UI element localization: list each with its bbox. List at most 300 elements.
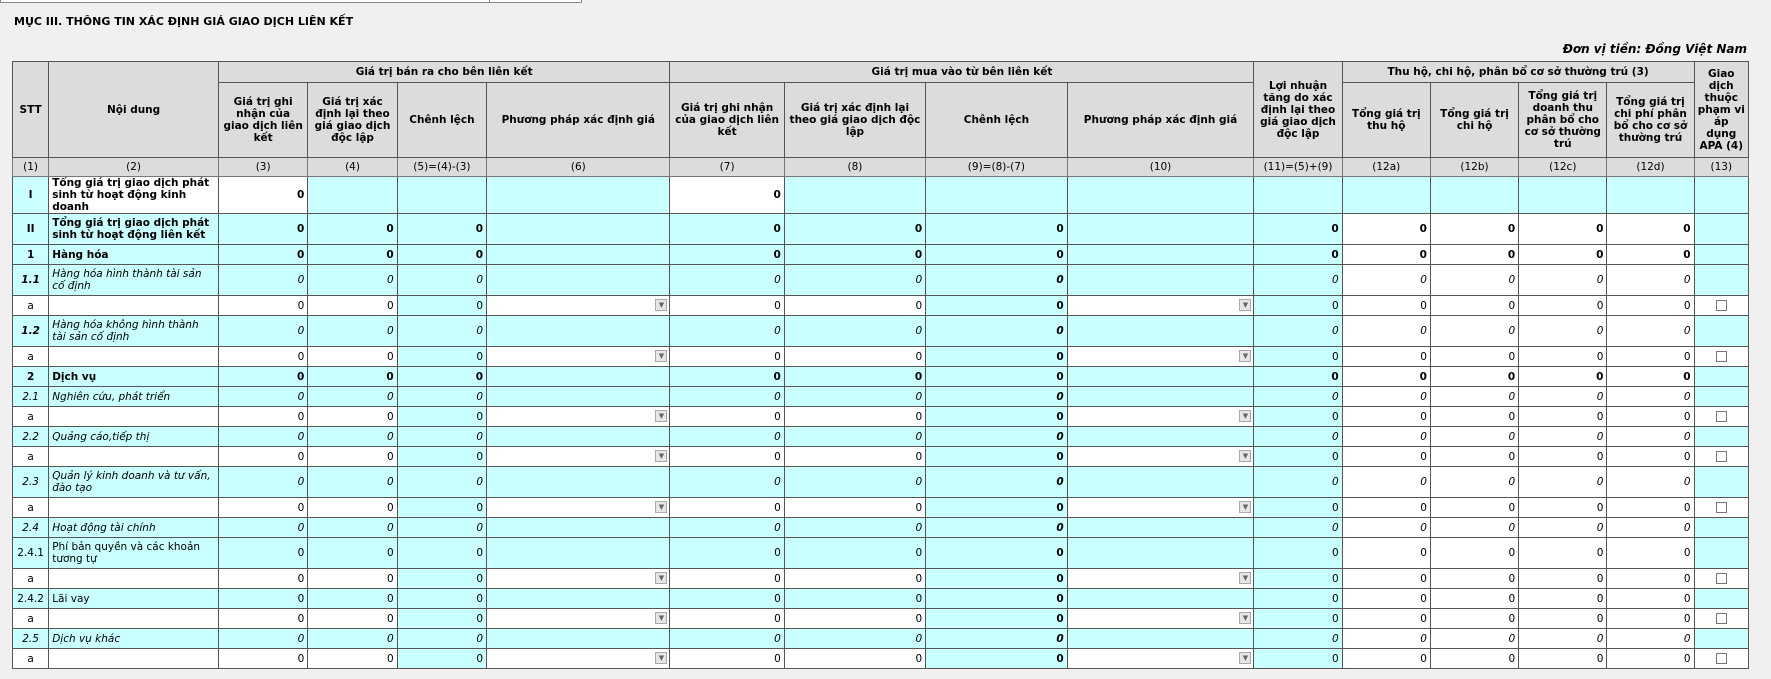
section-title: MỤC III. THÔNG TIN XÁC ĐỊNH GIÁ GIAO DỊCH LIÊN KẾT bbox=[14, 15, 354, 28]
empty-cell bbox=[308, 177, 397, 214]
header-c8: Giá trị xác định lại theo giá giao dịch độc lập bbox=[784, 83, 925, 158]
empty-cell bbox=[1694, 245, 1748, 265]
value-cell[interactable]: 0 bbox=[670, 609, 784, 629]
col-number: (1) bbox=[13, 158, 49, 177]
row-label: Tổng giá trị giao dịch phát sinh từ hoạt động kinh doanh bbox=[49, 177, 219, 214]
value-cell[interactable]: 0 bbox=[784, 407, 925, 427]
pricing-method-select[interactable] bbox=[1067, 347, 1254, 367]
row-stt: a bbox=[13, 609, 49, 629]
value-cell: 0 bbox=[784, 265, 925, 296]
chevron-down-icon[interactable]: ▼ bbox=[655, 350, 667, 362]
chevron-down-icon[interactable]: ▼ bbox=[655, 410, 667, 422]
value-cell[interactable]: 0 bbox=[308, 498, 397, 518]
value-cell[interactable]: 0 bbox=[1519, 214, 1607, 245]
empty-cell bbox=[487, 265, 670, 296]
value-cell[interactable]: 0 bbox=[1342, 245, 1430, 265]
empty-cell bbox=[1607, 177, 1694, 214]
empty-cell bbox=[487, 589, 670, 609]
empty-cell bbox=[1254, 177, 1342, 214]
value-cell[interactable]: 0 bbox=[670, 177, 784, 214]
row-label: Quảng cáo,tiếp thị bbox=[49, 427, 219, 447]
value-cell[interactable]: 0 bbox=[1342, 427, 1430, 447]
top-toolbar-edge bbox=[0, 0, 582, 3]
empty-cell bbox=[487, 367, 670, 387]
value-cell[interactable]: 0 bbox=[1519, 589, 1607, 609]
value-cell[interactable]: 0 bbox=[218, 649, 307, 669]
pricing-method-select[interactable] bbox=[487, 347, 670, 367]
value-cell: 0 bbox=[926, 518, 1067, 538]
value-cell[interactable]: 0 bbox=[1607, 649, 1694, 669]
value-cell[interactable]: 0 bbox=[784, 498, 925, 518]
value-cell[interactable]: 0 bbox=[1342, 467, 1430, 498]
chevron-down-icon[interactable]: ▼ bbox=[1239, 501, 1251, 513]
header-loi-nhuan: Lợi nhuận tăng do xác định lại theo giá giao dịch độc lập bbox=[1254, 62, 1342, 158]
apa-checkbox[interactable] bbox=[1716, 300, 1727, 311]
value-cell[interactable]: 0 bbox=[670, 498, 784, 518]
value-cell: 0 bbox=[670, 316, 784, 347]
value-cell: 0 bbox=[218, 367, 307, 387]
value-cell[interactable]: 0 bbox=[1519, 629, 1607, 649]
empty-cell bbox=[487, 427, 670, 447]
value-cell[interactable]: 0 bbox=[1519, 245, 1607, 265]
value-cell[interactable]: 0 bbox=[1342, 498, 1430, 518]
pricing-method-select[interactable] bbox=[487, 649, 670, 669]
value-cell[interactable]: 0 bbox=[1430, 447, 1518, 467]
pricing-method-select[interactable] bbox=[487, 609, 670, 629]
empty-cell bbox=[1067, 518, 1254, 538]
value-cell: 0 bbox=[1254, 589, 1342, 609]
value-cell[interactable]: 0 bbox=[1607, 609, 1694, 629]
value-cell[interactable]: 0 bbox=[1519, 427, 1607, 447]
value-cell: 0 bbox=[926, 245, 1067, 265]
value-cell: 0 bbox=[1254, 518, 1342, 538]
value-cell[interactable]: 0 bbox=[1519, 447, 1607, 467]
apa-cell bbox=[1694, 609, 1748, 629]
value-cell[interactable]: 0 bbox=[1519, 367, 1607, 387]
header-c9: Chênh lệch bbox=[926, 83, 1067, 158]
value-cell: 0 bbox=[926, 609, 1067, 629]
empty-cell bbox=[1694, 427, 1748, 447]
value-cell[interactable]: 0 bbox=[1607, 447, 1694, 467]
header-group-thu-ho: Thu hộ, chi hộ, phân bổ cơ sở thường trú (3) bbox=[1342, 62, 1694, 83]
col-number: (7) bbox=[670, 158, 784, 177]
value-cell[interactable]: 0 bbox=[1430, 296, 1518, 316]
value-cell: 0 bbox=[1254, 538, 1342, 569]
value-cell[interactable]: 0 bbox=[1430, 367, 1518, 387]
value-cell[interactable]: 0 bbox=[218, 569, 307, 589]
chevron-down-icon[interactable]: ▼ bbox=[655, 652, 667, 664]
pricing-method-select[interactable] bbox=[1067, 447, 1254, 467]
value-cell[interactable]: 0 bbox=[1430, 518, 1518, 538]
value-cell: 0 bbox=[308, 467, 397, 498]
empty-cell bbox=[1694, 367, 1748, 387]
value-cell[interactable]: 0 bbox=[670, 649, 784, 669]
value-cell: 0 bbox=[308, 538, 397, 569]
value-cell: 0 bbox=[308, 589, 397, 609]
value-cell: 0 bbox=[670, 245, 784, 265]
value-cell[interactable]: 0 bbox=[1342, 316, 1430, 347]
value-cell: 0 bbox=[308, 265, 397, 296]
col-number: (9)=(8)-(7) bbox=[926, 158, 1067, 177]
value-cell[interactable]: 0 bbox=[1607, 407, 1694, 427]
value-cell[interactable]: 0 bbox=[1342, 214, 1430, 245]
value-cell: 0 bbox=[1254, 245, 1342, 265]
header-c12d: Tổng giá trị chi phí phân bổ cho cơ sở thường trú bbox=[1607, 83, 1694, 158]
col-number: (11)=(5)+(9) bbox=[1254, 158, 1342, 177]
row-stt: a bbox=[13, 498, 49, 518]
pricing-method-select[interactable] bbox=[1067, 296, 1254, 316]
value-cell[interactable]: 0 bbox=[1430, 609, 1518, 629]
value-cell: 0 bbox=[926, 629, 1067, 649]
value-cell: 0 bbox=[218, 427, 307, 447]
chevron-down-icon[interactable]: ▼ bbox=[655, 450, 667, 462]
value-cell: 0 bbox=[670, 387, 784, 407]
value-cell[interactable]: 0 bbox=[1430, 245, 1518, 265]
empty-cell bbox=[1694, 387, 1748, 407]
empty-cell bbox=[1694, 467, 1748, 498]
chevron-down-icon[interactable]: ▼ bbox=[1239, 410, 1251, 422]
value-cell[interactable]: 0 bbox=[308, 569, 397, 589]
value-cell: 0 bbox=[397, 629, 486, 649]
value-cell[interactable]: 0 bbox=[1607, 538, 1694, 569]
value-cell: 0 bbox=[1254, 347, 1342, 367]
value-cell[interactable]: 0 bbox=[670, 447, 784, 467]
value-cell: 0 bbox=[784, 518, 925, 538]
value-cell[interactable]: 0 bbox=[784, 296, 925, 316]
header-c4: Giá trị xác định lại theo giá giao dịch độc lập bbox=[308, 83, 397, 158]
value-cell[interactable]: 0 bbox=[784, 347, 925, 367]
value-cell: 0 bbox=[1254, 498, 1342, 518]
value-cell: 0 bbox=[1254, 296, 1342, 316]
value-cell[interactable]: 0 bbox=[1519, 498, 1607, 518]
row-stt: 2.4 bbox=[13, 518, 49, 538]
value-cell: 0 bbox=[397, 649, 486, 669]
value-cell[interactable]: 0 bbox=[1519, 316, 1607, 347]
pricing-method-select[interactable] bbox=[487, 296, 670, 316]
value-cell: 0 bbox=[784, 467, 925, 498]
value-cell[interactable]: 0 bbox=[1342, 367, 1430, 387]
value-cell: 0 bbox=[670, 538, 784, 569]
empty-cell bbox=[1694, 214, 1748, 245]
value-cell: 0 bbox=[1254, 387, 1342, 407]
row-label[interactable] bbox=[49, 447, 219, 467]
value-cell: 0 bbox=[397, 538, 486, 569]
col-number: (5)=(4)-(3) bbox=[397, 158, 486, 177]
empty-cell bbox=[1694, 518, 1748, 538]
value-cell[interactable]: 0 bbox=[1342, 609, 1430, 629]
value-cell[interactable]: 0 bbox=[1342, 447, 1430, 467]
value-cell[interactable]: 0 bbox=[1607, 427, 1694, 447]
row-stt: 2.2 bbox=[13, 427, 49, 447]
value-cell[interactable]: 0 bbox=[1519, 467, 1607, 498]
value-cell[interactable]: 0 bbox=[1519, 569, 1607, 589]
value-cell[interactable]: 0 bbox=[308, 609, 397, 629]
chevron-down-icon[interactable]: ▼ bbox=[655, 572, 667, 584]
value-cell[interactable]: 0 bbox=[218, 347, 307, 367]
value-cell[interactable]: 0 bbox=[784, 447, 925, 467]
chevron-down-icon[interactable]: ▼ bbox=[1239, 572, 1251, 584]
value-cell[interactable]: 0 bbox=[308, 407, 397, 427]
value-cell[interactable]: 0 bbox=[1607, 467, 1694, 498]
value-cell[interactable]: 0 bbox=[1607, 367, 1694, 387]
value-cell: 0 bbox=[218, 518, 307, 538]
value-cell[interactable]: 0 bbox=[1342, 387, 1430, 407]
empty-cell bbox=[1067, 367, 1254, 387]
row-label: Dịch vụ khác bbox=[49, 629, 219, 649]
value-cell: 0 bbox=[784, 387, 925, 407]
pricing-method-select[interactable] bbox=[1067, 609, 1254, 629]
empty-cell bbox=[487, 245, 670, 265]
chevron-down-icon[interactable]: ▼ bbox=[1239, 350, 1251, 362]
empty-cell bbox=[487, 518, 670, 538]
value-cell: 0 bbox=[397, 367, 486, 387]
pricing-method-select[interactable] bbox=[487, 569, 670, 589]
value-cell[interactable]: 0 bbox=[670, 407, 784, 427]
chevron-down-icon[interactable]: ▼ bbox=[655, 612, 667, 624]
value-cell[interactable]: 0 bbox=[784, 609, 925, 629]
col-number: (3) bbox=[218, 158, 307, 177]
apa-checkbox[interactable] bbox=[1716, 351, 1727, 362]
value-cell[interactable]: 0 bbox=[1342, 649, 1430, 669]
value-cell: 0 bbox=[1254, 265, 1342, 296]
value-cell[interactable]: 0 bbox=[1430, 629, 1518, 649]
row-label: Phí bản quyền và các khoản tương tự bbox=[49, 538, 219, 569]
pricing-method-select[interactable] bbox=[487, 407, 670, 427]
value-cell: 0 bbox=[308, 629, 397, 649]
value-cell: 0 bbox=[308, 427, 397, 447]
value-cell[interactable]: 0 bbox=[308, 296, 397, 316]
empty-cell bbox=[487, 387, 670, 407]
value-cell[interactable]: 0 bbox=[308, 447, 397, 467]
row-stt: a bbox=[13, 296, 49, 316]
value-cell[interactable]: 0 bbox=[1430, 407, 1518, 427]
value-cell[interactable]: 0 bbox=[218, 296, 307, 316]
value-cell[interactable]: 0 bbox=[1342, 629, 1430, 649]
table-row bbox=[13, 447, 1749, 467]
value-cell[interactable]: 0 bbox=[1430, 498, 1518, 518]
chevron-down-icon[interactable]: ▼ bbox=[1239, 450, 1251, 462]
value-cell: 0 bbox=[397, 467, 486, 498]
empty-cell bbox=[1694, 265, 1748, 296]
value-cell: 0 bbox=[1254, 569, 1342, 589]
value-cell[interactable]: 0 bbox=[1607, 518, 1694, 538]
col-number: (4) bbox=[308, 158, 397, 177]
value-cell: 0 bbox=[926, 296, 1067, 316]
apa-checkbox[interactable] bbox=[1716, 653, 1727, 664]
value-cell: 0 bbox=[397, 347, 486, 367]
row-stt: I bbox=[13, 177, 49, 214]
row-stt: 2.4.2 bbox=[13, 589, 49, 609]
value-cell[interactable]: 0 bbox=[1519, 518, 1607, 538]
value-cell[interactable]: 0 bbox=[670, 569, 784, 589]
row-label: Nghiên cứu, phát triển bbox=[49, 387, 219, 407]
value-cell[interactable]: 0 bbox=[1607, 347, 1694, 367]
value-cell: 0 bbox=[218, 265, 307, 296]
value-cell: 0 bbox=[1254, 367, 1342, 387]
value-cell[interactable]: 0 bbox=[1342, 347, 1430, 367]
empty-cell bbox=[1067, 467, 1254, 498]
apa-cell bbox=[1694, 649, 1748, 669]
row-label[interactable] bbox=[49, 609, 219, 629]
value-cell[interactable]: 0 bbox=[1519, 265, 1607, 296]
table-row bbox=[13, 498, 1749, 518]
col-number: (8) bbox=[784, 158, 925, 177]
apa-checkbox[interactable] bbox=[1716, 613, 1727, 624]
apa-checkbox[interactable] bbox=[1716, 411, 1727, 422]
value-cell[interactable]: 0 bbox=[1342, 589, 1430, 609]
pricing-method-select[interactable] bbox=[1067, 498, 1254, 518]
value-cell: 0 bbox=[397, 316, 486, 347]
empty-cell bbox=[487, 467, 670, 498]
value-cell[interactable]: 0 bbox=[1519, 296, 1607, 316]
value-cell[interactable]: 0 bbox=[1607, 589, 1694, 609]
empty-cell bbox=[487, 629, 670, 649]
value-cell: 0 bbox=[308, 367, 397, 387]
value-cell[interactable]: 0 bbox=[1607, 316, 1694, 347]
value-cell: 0 bbox=[1254, 467, 1342, 498]
value-cell[interactable]: 0 bbox=[218, 609, 307, 629]
empty-cell bbox=[1067, 316, 1254, 347]
apa-checkbox[interactable] bbox=[1716, 451, 1727, 462]
col-number: (6) bbox=[487, 158, 670, 177]
value-cell[interactable]: 0 bbox=[1519, 387, 1607, 407]
empty-cell bbox=[926, 177, 1067, 214]
empty-cell bbox=[1067, 538, 1254, 569]
chevron-down-icon[interactable]: ▼ bbox=[1239, 299, 1251, 311]
value-cell[interactable]: 0 bbox=[1607, 498, 1694, 518]
apa-checkbox[interactable] bbox=[1716, 502, 1727, 513]
value-cell[interactable]: 0 bbox=[1607, 629, 1694, 649]
value-cell[interactable]: 0 bbox=[1430, 316, 1518, 347]
row-label[interactable] bbox=[49, 296, 219, 316]
value-cell[interactable]: 0 bbox=[1607, 387, 1694, 407]
value-cell[interactable]: 0 bbox=[1430, 427, 1518, 447]
value-cell: 0 bbox=[670, 518, 784, 538]
table-row bbox=[13, 518, 1749, 538]
value-cell[interactable]: 0 bbox=[1430, 347, 1518, 367]
row-label[interactable] bbox=[49, 649, 219, 669]
empty-cell bbox=[397, 177, 486, 214]
header-apa: Giao dịch thuộc phạm vi áp dụng APA (4) bbox=[1694, 62, 1748, 158]
chevron-down-icon[interactable]: ▼ bbox=[1239, 652, 1251, 664]
value-cell[interactable]: 0 bbox=[1430, 649, 1518, 669]
value-cell: 0 bbox=[218, 387, 307, 407]
value-cell[interactable]: 0 bbox=[1519, 407, 1607, 427]
row-label[interactable] bbox=[49, 498, 219, 518]
pricing-method-select[interactable] bbox=[1067, 569, 1254, 589]
header-c12c: Tổng giá trị doanh thu phân bổ cho cơ sở thường trú bbox=[1519, 83, 1607, 158]
value-cell: 0 bbox=[926, 427, 1067, 447]
table-row bbox=[13, 316, 1749, 347]
value-cell: 0 bbox=[308, 387, 397, 407]
value-cell: 0 bbox=[1254, 629, 1342, 649]
value-cell[interactable]: 0 bbox=[1607, 296, 1694, 316]
value-cell: 0 bbox=[926, 589, 1067, 609]
value-cell[interactable]: 0 bbox=[1430, 538, 1518, 569]
value-cell: 0 bbox=[397, 569, 486, 589]
value-cell[interactable]: 0 bbox=[1519, 649, 1607, 669]
value-cell: 0 bbox=[784, 538, 925, 569]
value-cell[interactable]: 0 bbox=[1430, 589, 1518, 609]
value-cell[interactable]: 0 bbox=[1430, 214, 1518, 245]
value-cell: 0 bbox=[397, 387, 486, 407]
value-cell[interactable]: 0 bbox=[218, 177, 307, 214]
row-label[interactable] bbox=[49, 407, 219, 427]
col-number: (12c) bbox=[1519, 158, 1607, 177]
header-noi-dung: Nội dung bbox=[49, 62, 219, 158]
row-label[interactable] bbox=[49, 569, 219, 589]
pricing-method-select[interactable] bbox=[487, 447, 670, 467]
value-cell[interactable]: 0 bbox=[308, 347, 397, 367]
row-stt: a bbox=[13, 649, 49, 669]
chevron-down-icon[interactable]: ▼ bbox=[1239, 612, 1251, 624]
value-cell[interactable]: 0 bbox=[1342, 296, 1430, 316]
value-cell[interactable]: 0 bbox=[1342, 518, 1430, 538]
row-stt: a bbox=[13, 407, 49, 427]
empty-cell bbox=[1694, 589, 1748, 609]
table-row bbox=[13, 407, 1749, 427]
value-cell[interactable]: 0 bbox=[1342, 265, 1430, 296]
value-cell[interactable]: 0 bbox=[1342, 538, 1430, 569]
value-cell: 0 bbox=[784, 367, 925, 387]
row-stt: a bbox=[13, 447, 49, 467]
value-cell[interactable]: 0 bbox=[218, 498, 307, 518]
value-cell: 0 bbox=[670, 265, 784, 296]
value-cell[interactable]: 0 bbox=[1607, 569, 1694, 589]
value-cell[interactable]: 0 bbox=[1519, 347, 1607, 367]
value-cell: 0 bbox=[670, 467, 784, 498]
chevron-down-icon[interactable]: ▼ bbox=[655, 501, 667, 513]
table-row bbox=[13, 245, 1749, 265]
row-stt: 1 bbox=[13, 245, 49, 265]
value-cell[interactable]: 0 bbox=[670, 347, 784, 367]
value-cell[interactable]: 0 bbox=[1607, 214, 1694, 245]
value-cell[interactable]: 0 bbox=[1519, 609, 1607, 629]
chevron-down-icon[interactable]: ▼ bbox=[655, 299, 667, 311]
pricing-method-select[interactable] bbox=[1067, 649, 1254, 669]
value-cell: 0 bbox=[1254, 214, 1342, 245]
value-cell: 0 bbox=[926, 316, 1067, 347]
value-cell[interactable]: 0 bbox=[1342, 569, 1430, 589]
value-cell[interactable]: 0 bbox=[308, 649, 397, 669]
value-cell[interactable]: 0 bbox=[1519, 538, 1607, 569]
value-cell[interactable]: 0 bbox=[218, 407, 307, 427]
value-cell[interactable]: 0 bbox=[1607, 265, 1694, 296]
empty-cell bbox=[1342, 177, 1430, 214]
value-cell[interactable]: 0 bbox=[1607, 245, 1694, 265]
value-cell: 0 bbox=[926, 407, 1067, 427]
apa-checkbox[interactable] bbox=[1716, 573, 1727, 584]
value-cell[interactable]: 0 bbox=[1430, 467, 1518, 498]
value-cell[interactable]: 0 bbox=[1430, 265, 1518, 296]
pricing-method-select[interactable] bbox=[1067, 407, 1254, 427]
value-cell[interactable]: 0 bbox=[1430, 387, 1518, 407]
value-cell[interactable]: 0 bbox=[784, 569, 925, 589]
value-cell: 0 bbox=[784, 214, 925, 245]
value-cell[interactable]: 0 bbox=[670, 296, 784, 316]
header-c6: Phương pháp xác định giá bbox=[487, 83, 670, 158]
value-cell[interactable]: 0 bbox=[1430, 569, 1518, 589]
value-cell[interactable]: 0 bbox=[218, 447, 307, 467]
row-label[interactable] bbox=[49, 347, 219, 367]
table-row bbox=[13, 427, 1749, 447]
value-cell: 0 bbox=[397, 265, 486, 296]
value-cell: 0 bbox=[926, 265, 1067, 296]
value-cell[interactable]: 0 bbox=[1342, 407, 1430, 427]
pricing-method-select[interactable] bbox=[487, 498, 670, 518]
table-row bbox=[13, 629, 1749, 649]
value-cell[interactable]: 0 bbox=[784, 649, 925, 669]
